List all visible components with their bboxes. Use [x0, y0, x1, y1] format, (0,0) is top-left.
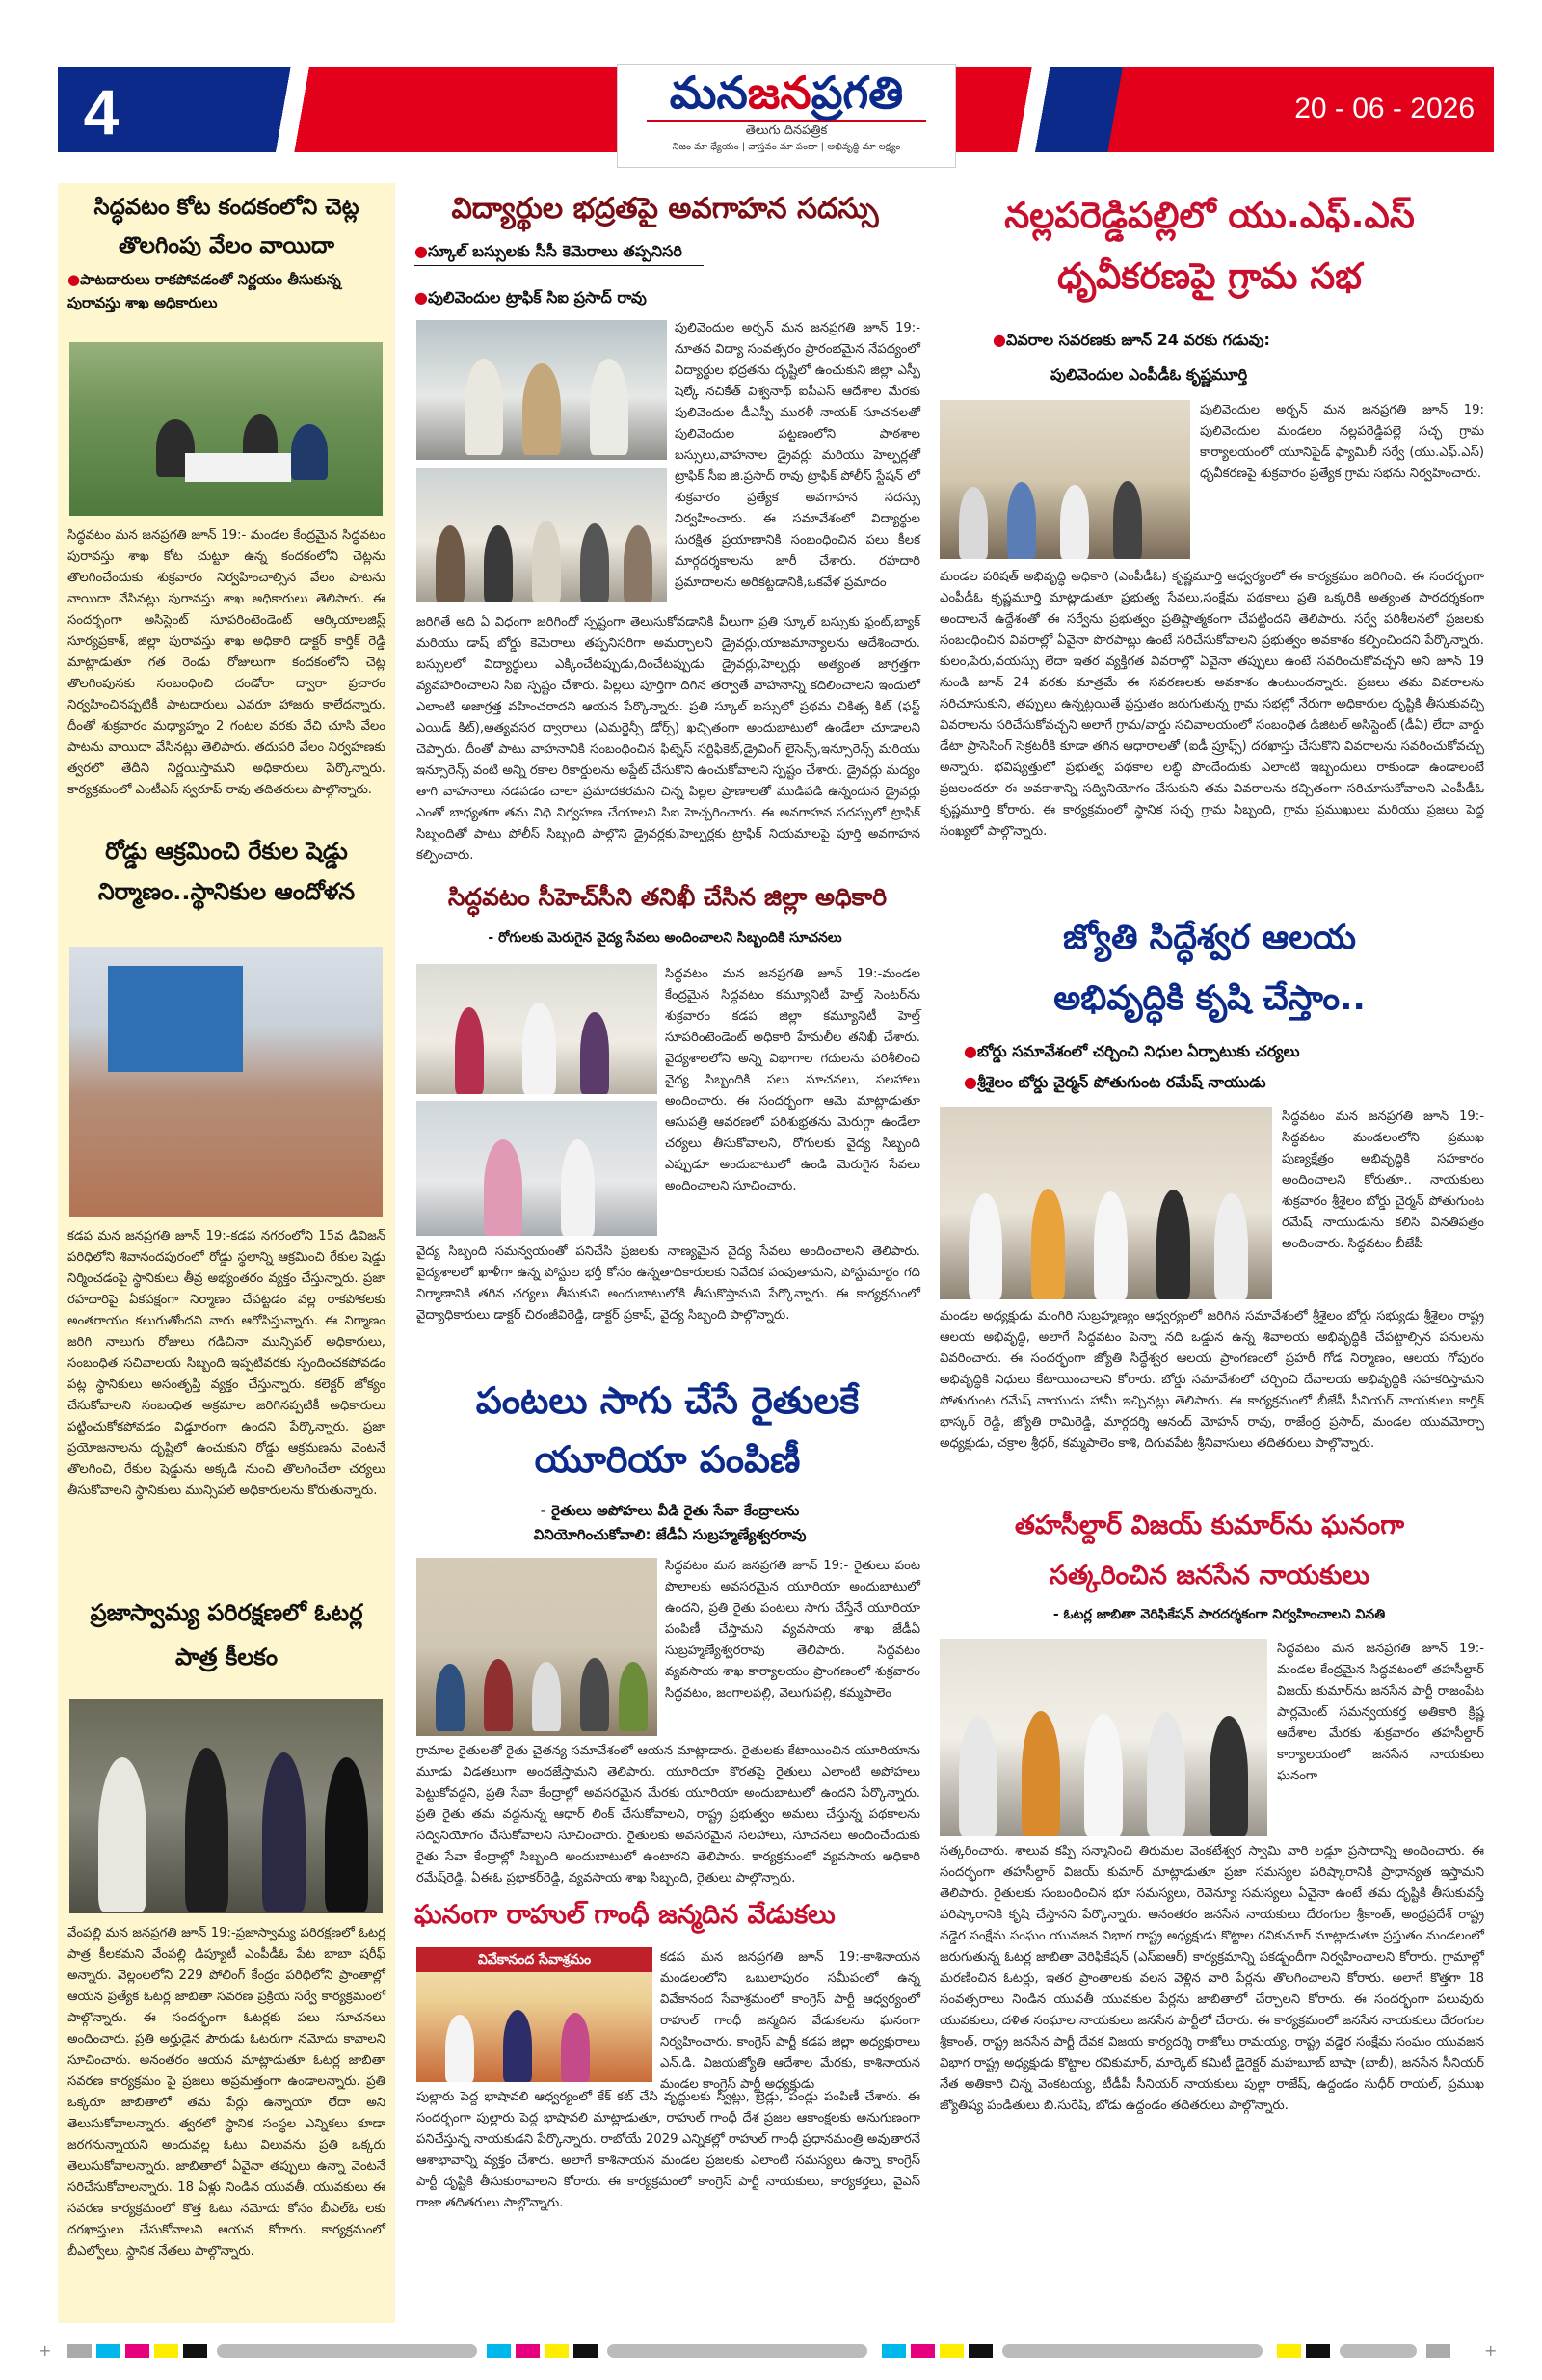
col2-story2-photo1	[416, 964, 657, 1094]
col3-story3-headline1: తహసీల్దార్ విజయ్ కుమార్‌ను ఘనంగా	[1014, 1511, 1405, 1540]
col3-story1-body-side: పులివెందుల అర్బన్ మన జనప్రగతి జూన్ 19: పులివెందుల మండలం నల్లపరెడ్డిపల్లె సచ్ఛ గ్రామ కార్యాలయంలో యూనిఫైడ్ ఫ్యామిలీ సర్వే (యు.ఎఫ్.ఎస్) ధృవీకరణపై శుక్రవారం ప్రత్యేక గ్రామ సభను నిర్వహించారు.	[1200, 403, 1484, 481]
col3-story1-body: మండల పరిషత్ అభివృద్ధి అధికారి (ఎంపీడీఓ) కృష్ణమూర్తి ఆధ్వర్యంలో ఈ కార్యక్రమం జరిగింది. ఈ సందర్భంగా ఎంపీడీఓ కృష్ణమూర్తి మాట్లాడుతూ ప్రభుత్వ సేవలు,సంక్షేమ పథకాలు ప్రతి ఒక్కరికి అత్యంత పారదర్శకంగా అందాలనే ఉద్దేశంతో ఈ సర్వేను ప్రభుత్వం ప్రతిష్టాత్మకంగా చేపట్టిందని తెలిపారు. సర్వే పరిశీలనలో ప్రజలకు సంబంధించిన వివరాల్లో ఏవైనా పొరపాట్లు ఉంటే సరిచేసుకోవాలని ప్రభుత్వం అవకాశం కల్పించిందని పేర్కొన్నారు. కులం,పేరు,వయస్సు లేదా ఇతర వ్యక్తిగత వివరాల్లో ఏవైనా తప్పులు ఉంటే సవరించుకోవచ్చని అని జూన్ 19 నుండి జూన్ 24 వరకు మాత్రమే ఈ సవరణలకు అవకాశం ఉంటుందన్నారు. ప్రజలు తమ వివరాలను సరిచూసుకుని, తప్పులు ఉన్నట్లయితే ప్రస్తుతం జరుగుతున్న గ్రామ సభల్లో నేరుగా అధికారుల దృష్టికి తీసుకువచ్చి వివరాలను సరిచేసుకోవచ్చని అలాగే గ్రామ/వార్డు సచివాలయంలో సంబంధిత డిజిటల్ అసిస్టెంట్ (డీఏ) లేదా వార్డు డేటా ప్రాసెసింగ్ సెక్రటరీకి కూడా తగిన ఆధారాలతో (ఐడీ ప్రూఫ్స్) దరఖాస్తు చేసుకొని వివరాలను సవరించుకోవచ్చు అన్నారు. భవిష్యత్తులో ప్రభుత్వ పథకాల లబ్ధి పొందేందుకు ఎలాంటి ఇబ్బందులు రాకుండా ఉండాలంటే ప్రజలందరూ ఈ అవకాశాన్ని సద్వినియోగం చేసుకుని తమ వివరాలను కచ్చితంగా సరిచూసుకోవాలని ఎంపీడీఓ కృష్ణమూర్తి కోరారు. ఈ కార్యక్రమంలో స్థానిక సచ్ఛ గ్రామ సిబ్బంది, గ్రామ ప్రముఖులు మరియు ప్రజలు పెద్ద సంఖ్యలో పాల్గొన్నారు.	[940, 570, 1484, 839]
col3-story1-sub2: పులివెందుల ఎంపీడీఓ కృష్ణమూర్తి	[1050, 362, 1436, 388]
col3-story3-headline2: సత్కరించిన జనసేన నాయకులు	[1049, 1561, 1370, 1591]
col2-story2-photo2	[416, 1101, 657, 1236]
col2-story3-body-side: సిద్ధవటం మన జనప్రగతి జూన్ 19:- రైతులు పంట పొలాలకు అవసరమైన యూరియా అందుబాటులో ఉందని, ప్రతి రైతు పంటలు సాగు చేస్తేనే యూరియా పంపిణీ చేస్తామని వ్యవసాయ శాఖ జేడీఏ సుబ్రహ్మణ్యేశ్వరరావు తెలిపారు. సిద్ధవటం వ్యవసాయ శాఖ కార్యాలయం ప్రాంగణంలో శుక్రవారం సిద్ధవటం, జంగాలపల్లి, వెలుగుపల్లి, కమ్మపాలెం	[665, 1559, 920, 1700]
col2-story3-headline1: పంటలు సాగు చేసే రైతులకే	[475, 1379, 860, 1422]
swatch-magenta	[125, 2344, 149, 2358]
col2-story1-sub1-text: స్కూల్ బస్సులకు సీసీ కెమెరాలు తప్పనిసరి	[427, 242, 682, 260]
col2-story4-photo	[416, 1947, 652, 2082]
col1-story1-body: సిద్ధవటం మన జనప్రగతి జూన్ 19:- మండల కేంద్రమైన సిద్ధవటం పురావస్తు శాఖ కోట చుట్టూ ఉన్న కందకంలోని చెట్లను తొలగించేందుకు శుక్రవారం నిర్వహించాల్సిన వేలం పాటను వాయిదా వేసినట్లు పురావస్తు శాఖ అధికారులు తెలిపారు. ఈ సందర్భంగా అసిస్టెంట్ సూపరింటెండెంట్ ఆర్కియాలజిస్ట్ సూర్యప్రకాశ్, జిల్లా పురావస్తు శాఖ అధికారి డాక్టర్ కార్తిక్ రెడ్డి మాట్లాడుతూ గత రెండు రోజులుగా కందకంలోని చెట్ల తొలగింపునకు సంబంధించి దండోరా ద్వారా ప్రచారం నిర్వహించినప్పటికీ పాటదారులు ఎవరూ హాజరు కాలేదన్నారు. దీంతో శుక్రవారం మధ్యాహ్నం 2 గంటల వరకు వేచి చూసి వేలం పాటను వాయిదా వేసినట్లు తెలిపారు. తదుపరి వేలం నిర్వహణకు త్వరలో తేదీని నిర్ణయిస్తామని అధికారులు పేర్కొన్నారు. కార్యక్రమంలో ఎంటీఎస్ స్వరూప్ రావు తదితరులు పాల్గొన్నారు.	[67, 528, 386, 797]
swatch-gray-2	[1426, 2344, 1450, 2358]
col1-story2-headline: రోడ్డు ఆక్రమించి రేకుల షెడ్డు నిర్మాణం..స్థానికుల ఆందోళన	[97, 838, 356, 905]
page-number: 4	[83, 76, 120, 147]
swatch-black	[183, 2344, 207, 2358]
table-shape	[185, 453, 291, 482]
col1-story1-photo	[69, 342, 383, 516]
col2-story1-photo2	[416, 468, 667, 602]
col2-story2-sub: - రోగులకు మెరుగైన వైద్య సేవలు అందించాలని సిబ్బందికి సూచనలు	[488, 930, 842, 946]
swatch-yellow-2	[545, 2344, 569, 2358]
masthead-title-part1: మన	[669, 67, 748, 119]
col2-story3-body: గ్రామాల రైతులతో రైతు చైతన్య సమావేశంలో ఆయన మాట్లాడారు. రైతులకు కేటాయించిన యూరియాను మూడు విడతలుగా అందజేస్తామని తెలిపారు. యూరియా కొరతపై రైతులు ఎలాంటి అపోహలు పెట్టుకోవద్దని, ప్రతి సేవా కేంద్రాల్లో అవసరమైన మేరకు యూరియా అందుబాటులో ఉందని పేర్కొన్నారు. ప్రతి రైతు తమ వద్దనున్న ఆధార్ లింక్ చేసుకోవాలని, రాష్ట్ర ప్రభుత్వం అమలు చేస్తున్న పథకాలను సద్వినియోగం చేసుకోవాలని సూచించారు. రైతులకు అవసరమైన సలహాలు, సూచనలు అందించేందుకు రైతు సేవా కేంద్రాల్లో సిబ్బంది అందుబాటులో ఉంటారని తెలిపారు. కార్యక్రమంలో వ్యవసాయ అధికారి రమేష్‌రెడ్డి, ఏఈఓ ప్రభాకర్‌రెడ్డి, వ్యవసాయ శాఖ సిబ్బంది, రైతులు పాల్గొన్నారు.	[416, 1744, 920, 1885]
col3-story2-sub1: ●బోర్డు సమావేశంలో చర్చించి నిధుల ఏర్పాటుకు చర్యలు	[964, 1042, 1300, 1060]
swatch-yellow-4	[1277, 2344, 1301, 2358]
col2-story3-sub1: - రైతులు అపోహలు వీడి రైతు సేవా కేంద్రాలను	[540, 1502, 800, 1519]
col1-story1-subhead-text: పాటదారులు రాకపోవడంతో నిర్ణయం తీసుకున్న పురావస్తు శాఖ అధికారులు	[67, 271, 341, 311]
swatch-bar-2	[607, 2344, 867, 2358]
col2-story4-body: పుల్లారు పెద్ద భాషావలి ఆధ్వర్యంలో కేక్ కట్ చేసి వృద్ధులకు స్వీట్లు, బ్రెడ్లు, పండ్లు పంపిణీ చేశారు. ఈ సందర్భంగా పుల్లారు పెద్ద భాషావలి మాట్లాడుతూ, రాహుల్ గాంధీ దేశ ప్రజల ఆకాంక్షలకు అనుగుణంగా పనిచేస్తున్న నాయకుడని పేర్కొన్నారు. రాబోయే 2029 ఎన్నికల్లో రాహుల్ గాంధీ ప్రధానమంత్రి అవుతారనే ఆశాభావాన్ని వ్యక్తం చేశారు. అలాగే కాశినాయన మండల ప్రజలకు ఎలాంటి సమస్యలు ఉన్నా కాంగ్రెస్ పార్టీ దృష్టికి తీసుకురావాలని కోరారు. ఈ కార్యక్రమంలో కాంగ్రెస్ పార్టీ నాయకులు, కార్యకర్తలు, వైఎస్ రాజా తదితరులు పాల్గొన్నారు.	[416, 2090, 920, 2210]
col3-story1-sub1: ●వివరాల సవరణకు జూన్ 24 వరకు గడువు:	[993, 331, 1270, 349]
swatch-black-2	[573, 2344, 598, 2358]
col2-story3-sub2: వినియోగించుకోవాలి: జేడీఏ సుబ్రహ్మణ్యేశ్వరరావు	[533, 1526, 807, 1543]
col3-story1-sub1-text: వివరాల సవరణకు జూన్ 24 వరకు గడువు:	[1005, 331, 1270, 349]
col3-story3-body: సత్కరించారు. శాలువ కప్పి సన్మానించి తిరుమల వెంకటేశ్వర స్వామి వారి లడ్డూ ప్రసాదాన్ని అందించారు. ఈ సందర్భంగా తహసీల్దార్ విజయ్ కుమార్ మాట్లాడుతూ ప్రజా సమస్యల పరిష్కారానికి ప్రాధాన్యత ఇస్తామని తెలిపారు. రైతులకు సంబంధించిన భూ సమస్యలు, రెవెన్యూ సమస్యలు ఏవైనా ఉంటే తమ దృష్టికి తీసుకువస్తే పరిష్కారానికి కృషి చేస్తానని పేర్కొన్నారు. అనంతరం జనసేన నాయకులు దేరంగుల శ్రీకాంత్, అంధ్రప్రదేశ్ రాష్ట్ర వడ్డెర సంక్షేమ సంఘం యువజన విభాగ రాష్ట్ర అధ్యక్షుడు కొట్టాల రవికుమార్ మాట్లాడుతూ ప్రస్తుతం మండలంలో జరుగుతున్న ఓటర్ల జాబితా వెరిఫికేషన్ (ఎస్ఐఆర్) కార్యక్రమాన్ని పకడ్బందీగా నిర్వహించాలని కోరారు. గ్రామాల్లో మరణించిన ఓటర్లు, ఇతర ప్రాంతాలకు వలస వెళ్లిన వారి పేర్లను తొలగించాలని కోరారు. అలాగే కొత్తగా 18 సంవత్సరాలు నిండిన యువతీ యువకుల పేర్లను జాబితాలో చేర్చాలని కోరారు. ఈ సందర్భంగా పలువురు యువకులు, దళిత సంఘాల నాయకులు జనసేన పార్టీలో చేరారు. ఈ కార్యక్రమంలో జనసేన నాయకులు దేరంగుల శ్రీకాంత్, రాష్ట్ర జనసేన పార్టీ దేవక విజయ కార్యదర్శి రాజోలు రామయ్య, రాష్ట్ర వడ్డెర సంక్షేమ సంఘం యువజన విభాగ రాష్ట్ర అధ్యక్షుడు కొట్టాల రవికుమార్, మార్కెట్ కమిటీ డైరెక్టర్ మహబూబ్ బాషా (బాబీ), జనసేన సీనియర్ నేత అతికారి చిన్న వెంకటయ్య, టీడీపీ సీనియర్ నాయకులు పుల్లా రాజేష్, ఉద్దండం సుధీర్ రాయల్, ప్రముఖ జ్యోతిష్య పండితులు బి.సురేష్, బోడు ఉద్దండం తదితరులు పాల్గొన్నారు.	[940, 1844, 1484, 2113]
swatch-magenta-2	[516, 2344, 540, 2358]
col3-story2-body: మండల అధ్యక్షుడు మంగిరి సుబ్రహ్మణ్యం ఆధ్వర్యంలో జరిగిన సమావేశంలో శ్రీశైలం బోర్డు సభ్యుడు శ్రీశైలం రాష్ట్ర ఆలయ అభివృద్ధి, అలాగే సిద్ధవటం పెన్నా నది ఒడ్డున ఉన్న శివాలయ అభివృద్ధికి చేపట్టాల్సిన పనులను వివరించారు. ఈ సందర్భంగా జ్యోతి సిద్ధేశ్వర ఆలయ ప్రాంగణంలో ప్రహరీ గోడ నిర్మాణం, ఆలయ గోపురం అభివృద్ధికి నిధులు కేటాయించాలని కోరారు. బోర్డు సమావేశంలో చర్చించి దేవాలయ అభివృద్ధికి సహకరిస్తామని పోతుగుంట రమేష్ నాయుడు హామీ ఇచ్చినట్లు తెలిపారు. ఈ కార్యక్రమంలో బీజేపీ సీనియర్ నాయకులు కార్తిక్ భాస్కర్ రెడ్డి, జ్యోతి రామిరెడ్డి, మార్గదర్శి ఆనంద్ మోహన్ రావు, రాజేంద్ర ప్రసాద్, మండల యువమోర్చా అధ్యక్షుడు, చక్రాల శ్రీధర్, కమ్మపాలెం కాశి, దిగువపేట శ్రీనివాసులు తదితరులు పాల్గొన్నారు.	[940, 1309, 1484, 1451]
swatch-black-3	[969, 2344, 993, 2358]
col1-story1-headline: సిద్ధవటం కోట కందకంలోని చెట్ల తొలగింపు వేలం వాయిదా	[93, 195, 359, 258]
swatch-yellow	[154, 2344, 178, 2358]
col3-story1-headline2: ధృవీకరణపై గ్రామ సభ	[1057, 255, 1362, 297]
swatch-cyan-2	[487, 2344, 511, 2358]
col1-story3-body: వేంపల్లి మన జనప్రగతి జూన్ 19:-ప్రజాస్వామ్య పరిరక్షణలో ఓటర్ల పాత్ర కీలకమని వేంపల్లి డిప్యూటీ ఎంపీడీఓ పేట బాబా షరీఫ్ అన్నారు. వెల్లంలలోని 229 పోలింగ్ కేంద్రం పరిధిలోని ప్రాంతాల్లో ఆయన ప్రత్యేక ఓటర్ల జాబితా సవరణ ప్రక్రియ సర్వే కార్యక్రమంలో పాల్గొన్నారు. ఈ సందర్భంగా ఓటర్లకు పలు సూచనలు అందించారు. ప్రతి అర్హుడైన పౌరుడు ఓటరుగా నమోదు కావాలని సూచించారు. అనంతరం ఆయన మాట్లాడుతూ ఓటర్ల జాబితా సవరణ కార్యక్రమం పై ప్రజలు అప్రమత్తంగా ఉండాలన్నారు. ప్రతి ఒక్కరూ జాబితాలో తమ పేర్లు ఉన్నాయా లేదా అని తెలుసుకోవాలన్నారు. త్వరలో స్థానిక సంస్థల ఎన్నికలు కూడా జరగనున్నాయని అందువల్ల ఓటు విలువను ప్రతి ఒక్కరు తెలుసుకోవాలన్నారు. జాబితాలో ఏవైనా తప్పులు ఉన్నా వెంటనే సరిచేసుకోవాలన్నారు. 18 ఏళ్లు నిండిన యువతీ, యువకులు ఈ సవరణ కార్యక్రమంలో కొత్త ఓటు నమోదు కోసం బీఎల్ఓ లకు దరఖాస్తులు చేసుకోవాలని ఆయన కోరారు. కార్యక్రమంలో బీఎల్వోలు, స్థానిక నేతలు పాల్గొన్నారు.	[67, 1926, 386, 2259]
swatch-gray	[67, 2344, 92, 2358]
swatch-bar-3	[1002, 2344, 1263, 2358]
col2-story2-headline: సిద్ధవటం సీహెచ్‌సీని తనిఖీ చేసిన జిల్లా అధికారి	[447, 883, 888, 911]
swatch-cyan-3	[882, 2344, 906, 2358]
masthead-title	[618, 65, 955, 120]
header-stripe-right	[964, 67, 1176, 152]
col2-story4-headline: ఘనంగా రాహుల్ గాంధీ జన్మదిన వేడుకలు	[414, 1900, 836, 1930]
masthead-tagline: నిజం మా ధ్యేయం | వాస్తవం మా పంథా | అభివృద్ధి మా లక్ష్యం	[672, 142, 901, 152]
swatch-yellow-3	[940, 2344, 964, 2358]
masthead-subtitle: తెలుగు దినపత్రిక	[647, 120, 926, 140]
col2-story1-sub1: ●స్కూల్ బస్సులకు సీసీ కెమెరాలు తప్పనిసరి	[414, 242, 682, 260]
swatch-bar-4	[1340, 2344, 1417, 2358]
col3-story3-body-side: సిద్ధవటం మన జనప్రగతి జూన్ 19:-మండల కేంద్రమైన సిద్ధవటంలో తహసీల్దార్ విజయ్ కుమార్‌ను జనసేన పార్టీ రాజంపేట పార్లమెంట్ సమన్వయకర్త అతికారి క్రిష్ణ ఆదేశాల మేరకు శుక్రవారం తహసీల్దార్ కార్యాలయంలో జనసేన నాయకులు ఘనంగా	[1277, 1642, 1484, 1783]
col3-story3-sub: - ఓటర్ల జాబితా వెరిఫికేషన్ పారదర్శకంగా నిర్వహించాలని వినతి	[1052, 1607, 1386, 1622]
swatch-cyan	[96, 2344, 120, 2358]
col2-story3-photo	[416, 1558, 657, 1736]
col1-story1-subhead: ●పాటదారులు రాకపోవడంతో నిర్ణయం తీసుకున్న పురావస్తు శాఖ అధికారులు	[67, 271, 341, 311]
col2-story3-headline2: యూరియా పంపిణీ	[534, 1438, 801, 1481]
col2-story1-rule	[414, 265, 704, 266]
masthead-title-part2: జన	[747, 67, 811, 119]
shed-shape	[108, 966, 243, 1072]
col2-story4-body-side: కడప మన జనప్రగతి జూన్ 19:-కాశినాయన మండలంలోని ఒబులాపురం సమీపంలో ఉన్న వివేకానంద సేవాశ్రమంలో కాంగ్రెస్ పార్టీ ఆధ్వర్యంలో రాహుల్ గాంధీ జన్మదిన వేడుకలను ఘనంగా నిర్వహించారు. కాంగ్రెస్ పార్టీ కడప జిల్లా అధ్యక్షురాలు ఎన్.డి. విజయజ్యోతి ఆదేశాల మేరకు, కాశినాయన మండల కాంగ్రెస్ పార్టీ అధ్యక్షుడు	[660, 1950, 920, 2092]
col3-story2-sub1-text: బోర్డు సమావేశంలో చర్చించి నిధుల ఏర్పాటుకు చర్యలు	[976, 1042, 1300, 1060]
swatch-magenta-3	[911, 2344, 935, 2358]
col2-story4-banner: వివేకానంద సేవాశ్రమం	[416, 1947, 652, 1972]
col3-story3-photo	[940, 1639, 1267, 1836]
col3-story2-body-side: సిద్ధవటం మన జనప్రగతి జూన్ 19:- సిద్ధవటం మండలంలోని ప్రముఖ పుణ్యక్షేత్రం అభివృద్ధికి సహకారం అందించాలని కోరుతూ.. నాయకులు శుక్రవారం శ్రీశైలం బోర్డు చైర్మన్ పోతుగుంట రమేష్ నాయుడును కలిసి వినతిపత్రం అందించారు. సిద్ధవటం బీజేపీ	[1282, 1110, 1484, 1251]
swatch-black-4	[1306, 2344, 1330, 2358]
registration-mark-right: +	[1484, 2341, 1498, 2360]
col2-story1-body-side: పులివెందుల అర్బన్ మన జనప్రగతి జూన్ 19:- నూతన విద్యా సంవత్సరం ప్రారంభమైన నేపథ్యంలో విద్యార్థుల భద్రతను దృష్టిలో ఉంచుకుని జిల్లా ఎస్పీ షెల్కే నచికేత్ విశ్వనాథ్ ఐపీఎస్ ఆదేశాల మేరకు పులివెందుల డీఎస్పీ మురళీ నాయక్ సూచనలతో పులివెందుల పట్టణంలోని పాఠశాల బస్సులు,వాహనాల డ్రైవర్లు మరియు హెల్పర్లతో ట్రాఫిక్ సీఐ జి.ప్రసాద్ రావు ట్రాఫిక్ పోలీస్ స్టేషన్ లో శుక్రవారం ప్రత్యేక అవగాహన సదస్సు నిర్వహించారు. ఈ సమావేశంలో విద్యార్థుల సురక్షిత ప్రయాణానికి సంబంధించిన పలు కీలక మార్గదర్శకాలను జారీ చేశారు. రహదారి ప్రమాదాలను అరికట్టడానికి,ఒకవేళ ప్రమాదం	[675, 321, 920, 590]
col3-story1-photo	[940, 400, 1190, 559]
col2-story1-photo1	[416, 320, 667, 460]
col1-story2-body: కడప మన జనప్రగతి జూన్ 19:-కడప నగరంలోని 15వ డివిజన్ పరిధిలోని శివానందపురంలో రోడ్డు స్థలాన్ని ఆక్రమించి రేకుల షెడ్డు నిర్మించడంపై స్థానికులు తీవ్ర అభ్యంతరం వ్యక్తం చేస్తున్నారు. ప్రజా రహదారిపై ఏకపక్షంగా నిర్మాణం చేపట్టడం వల్ల రాకపోకలకు అంతరాయం కలుగుతోందని వారు ఆరోపిస్తున్నారు. ఈ నిర్మాణం జరిగి నాలుగు రోజులు గడిచినా మున్సిపల్ అధికారులు, సంబంధిత సచివాలయ సిబ్బంది ఇప్పటివరకు స్పందించకపోవడం పట్ల స్థానికులు అసంతృప్తి వ్యక్తం చేస్తున్నారు. కలెక్టర్ జోక్యం చేసుకోవాలని సంబంధిత అక్రమాల జరిగినప్పటికీ అధికారులు పట్టించుకోకపోవడం విడ్డూరంగా ఉందని పేర్కొన్నారు. ప్రజా ప్రయోజనాలను దృష్టిలో ఉంచుకుని రోడ్డు ఆక్రమణను వెంటనే తొలగించి, రేకుల షెడ్డును అక్కడి నుంచి తొలగించేలా చర్యలు తీసుకోవాలని స్థానికులు మున్సిపల్ అధికారులను కోరుతున్నారు.	[67, 1229, 386, 1498]
col3-story2-headline1: జ్యోతి సిద్ధేశ్వర ఆలయ	[1062, 919, 1357, 957]
col1-story3-headline: ప్రజాస్వామ్య పరిరక్షణలో ఓటర్ల పాత్ర కీలకం	[90, 1599, 363, 1671]
col3-story2-photo	[940, 1107, 1272, 1299]
col2-story2-body-side: సిద్ధవటం మన జనప్రగతి జూన్ 19:-మండల కేంద్రమైన సిద్ధవటం కమ్యూనిటీ హెల్త్ సెంటర్‌ను శుక్రవారం కడప జిల్లా కమ్యూనిటీ హెల్త్ సూపరింటెండెంట్ అధికారి హేమలీల తనిఖీ చేశారు. వైద్యశాలలోని అన్ని విభాగాల గదులను పరిశీలించి వైద్య సిబ్బందికి పలు సూచనలు, సలహాలు అందించారు. ఈ సందర్భంగా ఆమె మాట్లాడుతూ ఆసుపత్రి ఆవరణలో పరిశుభ్రతను మెరుగ్గా ఉండేలా చర్యలు తీసుకోవాలని, రోగులకు వైద్య సిబ్బంది ఎప్పుడూ అందుబాటులో ఉండి మెరుగైన సేవలు అందించాలని సూచించారు.	[665, 967, 920, 1193]
masthead	[617, 64, 956, 168]
col3-story2-sub2: ●శ్రీశైలం బోర్డు చైర్మన్ పోతుగుంట రమేష్ నాయుడు	[964, 1073, 1266, 1091]
swatch-bar-1	[217, 2344, 477, 2358]
col2-story1-body: జరిగితే అది ఏ విధంగా జరిగిందో స్పష్టంగా తెలుసుకోవడానికి వీలుగా ప్రతి స్కూల్ బస్సుకు ఫ్రంట్,బ్యాక్ మరియు డాష్ బోర్డు కెమెరాలు తప్పనిసరిగా అమర్చాలని డ్రైవర్లు,యాజమాన్యాలను ఆదేశించారు. బస్సులలో విద్యార్థులు ఎక్కించేటప్పుడు,దించేటప్పుడు డ్రైవర్లు,హెల్పర్లు అత్యంత జాగ్రత్తగా వ్యవహరించాలని సిఐ స్పష్టం చేశారు. పిల్లలు పూర్తిగా దిగిన తర్వాతే వాహనాన్ని కదిలించాలని ఇందులో ఎలాంటి అజాగ్రత్త వహించరాదని ఆయన పేర్కొన్నారు. ప్రతి స్కూల్ బస్సులో ప్రథమ చికిత్స కిట్ (ఫస్ట్ ఎయిడ్ కిట్),అత్యవసర ద్వారాలు (ఎమర్జెన్సీ డోర్స్) ఖచ్చితంగా అందుబాటులో ఉండేలా చూడాలని చెప్పారు. దీంతో పాటు వాహనానికి సంబంధించిన ఫిట్నెస్ సర్టిఫికెట్,డ్రైవింగ్ లైసెన్స్,ఇన్సూరెన్స్ మరియు ఇన్సూరెన్స్ వంటి అన్ని రకాల రికార్డులను అప్డేట్ చేసుకొని ఉంచుకోవాలని స్పష్టం చేశారు. డ్రైవర్లు మద్యం తాగి వాహనాలు నడపడం చాలా ప్రమాదకరమని చిన్న పిల్లల ప్రాణాలతో ముడిపడి ఉన్నందున డ్రైవర్లు ఎంతో బాధ్యతగా తమ విధి నిర్వహణ చేయాలని సిఐ హెచ్చరించారు. ఈ అవగాహన సదస్సులో ట్రాఫిక్ సిబ్బందితో పాటు పోలీస్ సిబ్బంది పాల్గొని డ్రైవర్లకు,హెల్పర్లకు ట్రాఫిక్ నియమాలపై పూర్తి అవగాహన కల్పించారు.	[416, 615, 920, 863]
col1-story2-photo	[69, 947, 383, 1217]
col2-story1-sub2-text: పులివెందుల ట్రాఫిక్ సిఐ ప్రసాద్ రావు	[427, 288, 647, 307]
col2-story2-body: వైద్య సిబ్బంది సమన్వయంతో పనిచేసి ప్రజలకు నాణ్యమైన వైద్య సేవలు అందించాలని తెలిపారు. వైద్యశాలలో ఖాళీగా ఉన్న పోస్టుల భర్తీ కోసం ఉన్నతాధికారులకు నివేదిక పంపుతామని, పోస్టుమార్టం గది నిర్మాణానికి తగిన చర్యలు తీసుకుని అందుబాటులోకి తీసుకొస్తామని పేర్కొన్నారు. ఈ కార్యక్రమంలో వైద్యాధికారులు డాక్టర్ చిరంజీవిరెడ్డి, డాక్టర్ ప్రకాష్, వైద్య సిబ్బంది పాల్గొన్నారు.	[416, 1244, 920, 1323]
col3-story2-sub2-text: శ్రీశైలం బోర్డు చైర్మన్ పోతుగుంట రమేష్ నాయుడు	[976, 1073, 1266, 1091]
col2-story1-sub2: ●పులివెందుల ట్రాఫిక్ సిఐ ప్రసాద్ రావు	[414, 288, 647, 307]
col3-story2-headline2: అభివృద్ధికి కృషి చేస్తాం..	[1053, 979, 1366, 1018]
header-stripe-left	[145, 67, 395, 152]
col3-story1-headline1: నల్లపరెడ్డిపల్లిలో యు.ఎఫ్.ఎస్	[1004, 195, 1415, 236]
col1-story3-photo	[69, 1699, 383, 1913]
issue-date: 20 - 06 - 2026	[1294, 93, 1475, 124]
registration-mark-left: +	[39, 2341, 52, 2360]
masthead-title-part3: ప్రగతి	[811, 67, 904, 119]
col2-story1-headline: విద్యార్థుల భద్రతపై అవగాహన సదస్సు	[451, 192, 879, 226]
